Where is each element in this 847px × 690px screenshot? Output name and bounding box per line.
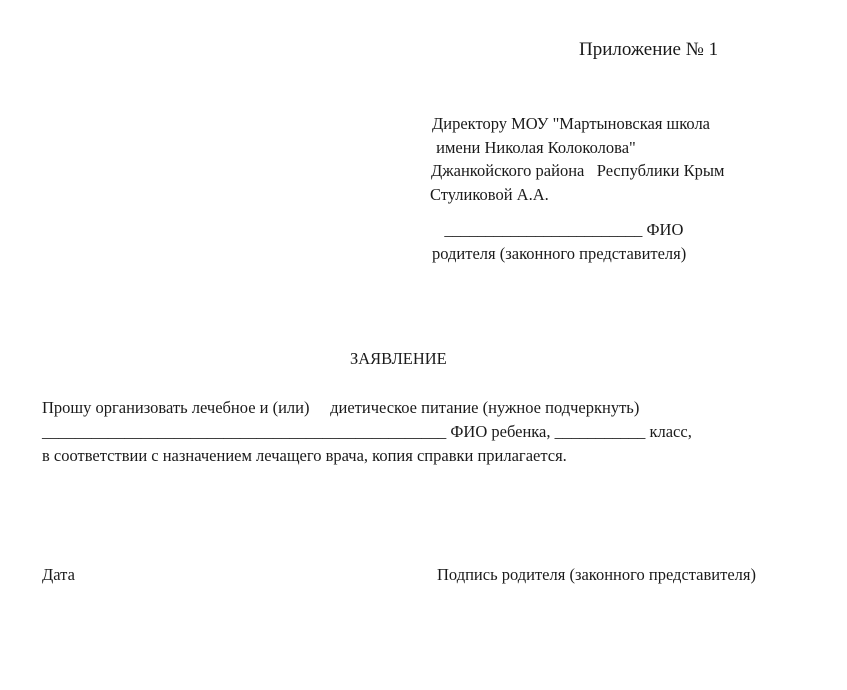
sender-caption: родителя (законного представителя) [432, 244, 687, 263]
addressee-line-2: имени Николая Колоколова" [432, 138, 636, 157]
addressee-line-3: Джанкойского района Республики Крым [431, 161, 725, 180]
date-label: Дата [42, 565, 75, 584]
body-line-1: Прошу организовать лечебное и (или) диетическое питание (нужное подчеркнуть) [42, 398, 640, 417]
addressee-line-1: Директору МОУ "Мартыновская школа [432, 114, 711, 133]
addressee-line-4: Стуликовой А.А. [430, 185, 549, 204]
appendix-label: Приложение № 1 [579, 39, 719, 60]
document-title: ЗАЯВЛЕНИЕ [350, 349, 447, 368]
signature-label: Подпись родителя (законного представителя) [437, 565, 756, 584]
sender-name-line: ________________________ ФИО [432, 220, 684, 239]
body-line-2: _________________________________________________ ФИО ребенка, ___________ класс, [42, 422, 692, 441]
body-line-3: в соответствии с назначением лечащего врача, копия справки прилагается. [42, 446, 567, 465]
